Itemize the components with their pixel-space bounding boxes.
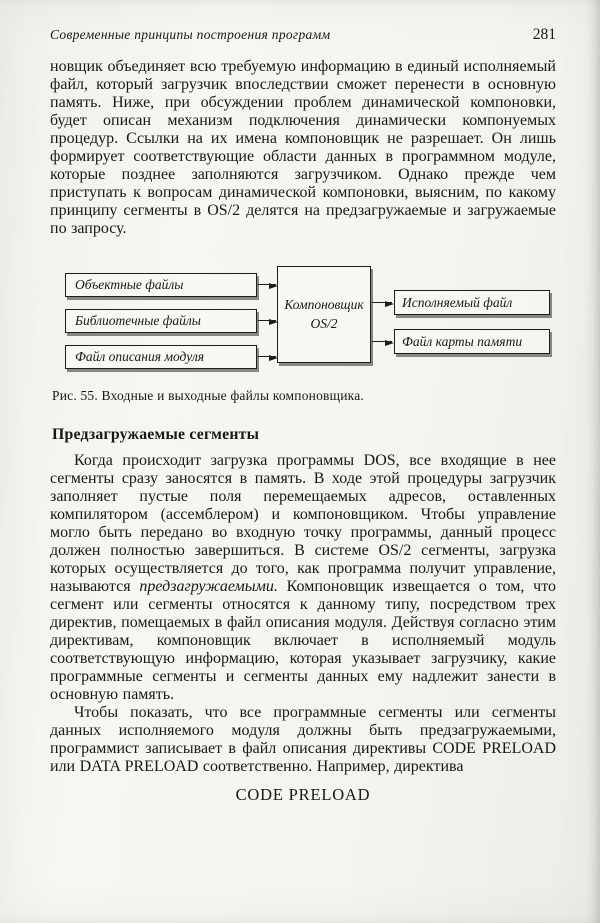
arrow-output-2	[372, 341, 392, 342]
arrow-input-2	[258, 320, 276, 321]
diagram-box-module-definition-file	[65, 345, 257, 369]
linker-label-line1: Компоновщик	[284, 297, 364, 312]
diagram-label-library-files: Библиотечные файлы	[75, 313, 201, 328]
arrow-input-1	[258, 284, 276, 285]
arrow-input-3	[258, 356, 276, 357]
diagram-label-executable-file: Исполняемый файл	[402, 294, 513, 310]
code-directive: CODE PRELOAD	[235, 785, 371, 804]
diagram-box-map-file	[394, 329, 550, 354]
page-header	[50, 26, 556, 44]
linker-diagram	[50, 266, 556, 372]
diagram-box-object-files	[65, 273, 257, 297]
arrow-output-1	[372, 302, 392, 303]
linker-label-line2: OS/2	[310, 316, 338, 331]
paragraph-directives: Чтобы показать, что все программные сегменты или сегменты данных исполняемого модуля должны быть предзагружаемыми, программист записывает в файл описания директивы CODE PRELOAD или DATA PRELOAD соответственно. Например, директива	[50, 704, 556, 775]
diagram-label-module-definition-file: Файл описания модуля	[75, 349, 204, 364]
diagram-label-map-file: Файл карты памяти	[402, 333, 523, 349]
diagram-label-object-files: Объектные файлы	[75, 277, 184, 292]
running-title: Современные принципы построения программ	[50, 27, 331, 42]
figure-caption: Рис. 55. Входные и выходные файлы компоновщика.	[52, 388, 364, 403]
figure-55	[50, 266, 556, 404]
paragraph-preload-text-a: Когда происходит загрузка программы DOS, все входящие в нее сегменты сразу заносятся в память. В ходе этой процедуры загрузчик заполняет пустые поля перемещаемых адресов, оставленных компилятором (ассемблером) и компоновщиком. Чтобы управление могло быть передано во входную точку программы, данный процесс должен полностью завершиться. В системе OS/2 сегменты, загрузка которых осуществляется до того, как программа получит управление, называются	[50, 452, 557, 595]
diagram-box-executable-file	[394, 290, 550, 315]
page-number: 281	[532, 26, 556, 43]
emphasized-term-preloaded: предзагружаемыми.	[139, 578, 278, 595]
diagram-box-linker	[277, 266, 371, 363]
section-heading: Предзагружаемые сегменты	[52, 426, 260, 443]
paragraph-intro: новщик объединяет всю требуемую информацию в единый исполняемый файл, который загрузчик впоследствии сможет перенести в основную память. Ниже, при обсуждении проблем динамической компоновки, будет описан механизм подключения динамически компонуемых процедур. Ссылки на их имена компоновщик не разрешает. Он лишь формирует соответствующие области данных в программном модуле, которые позднее заполняются загрузчиком. Однако прежде чем приступать к вопросам динамической компоновки, выясним, по какому принципу сегменты в OS/2 делятся на предзагружаемые и загружаемые по запросу.	[50, 58, 556, 237]
paragraph-preload-text-b: Компоновщик извещается о том, что сегмент или сегменты относятся к данному типу, посредством трех директив, помещаемых в файл описания модуля. Действуя согласно этим директивам, компоновщик включает в исполняемый модуль соответствующую информацию, которая указывает загрузчику, какие программные сегменты и сегменты данных ему надлежит занести в основную память.	[50, 578, 557, 703]
diagram-box-library-files	[65, 309, 257, 333]
paragraph-preload	[50, 452, 556, 704]
